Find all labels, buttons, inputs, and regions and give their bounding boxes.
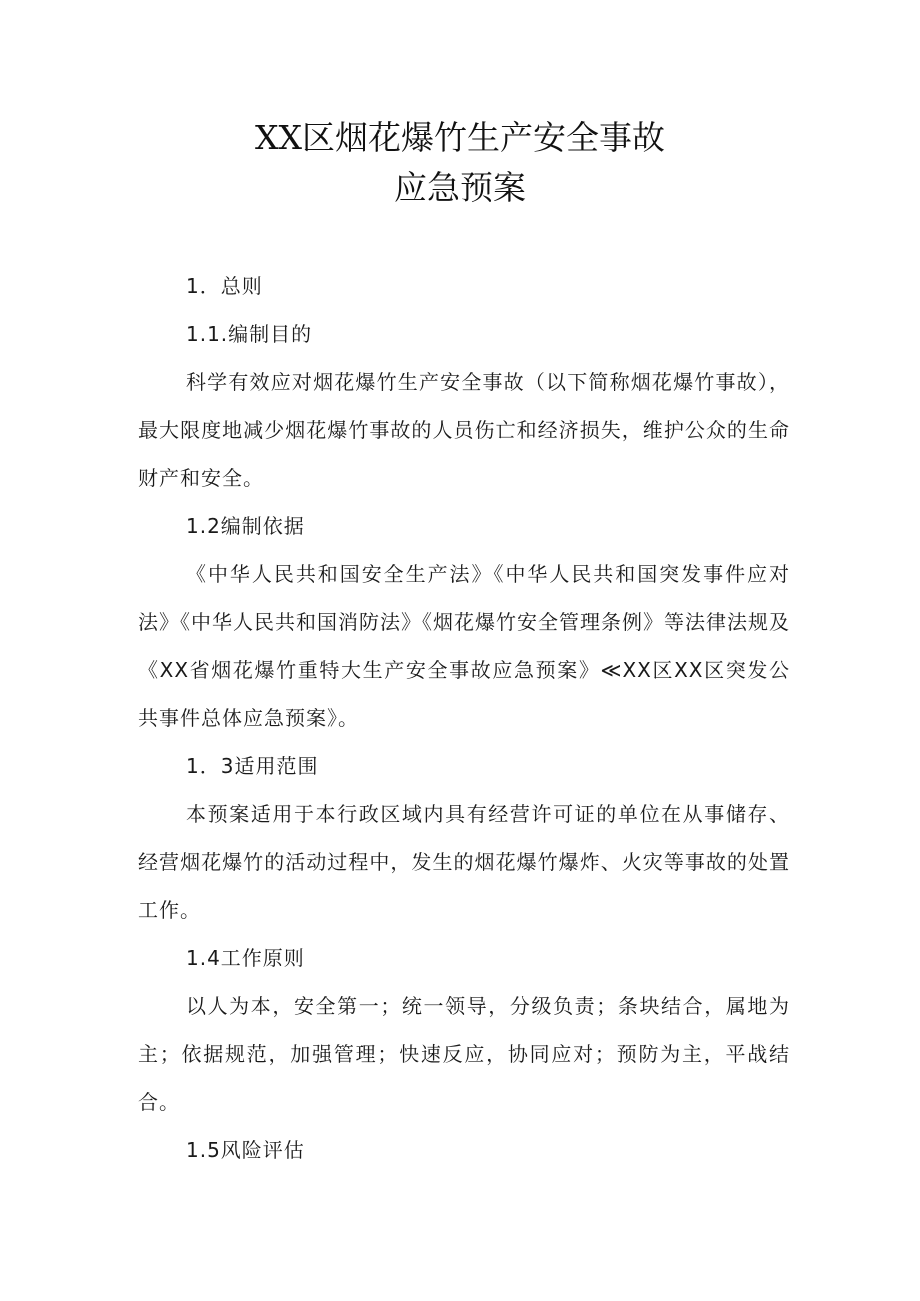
section-heading-basis: 1.2编制依据 bbox=[186, 514, 305, 538]
section-heading-scope: 1．3适用范围 bbox=[186, 754, 319, 778]
paragraph-purpose: 科学有效应对烟花爆竹生产安全事故（以下简称烟花爆竹事故），最大限度地减少烟花爆竹事故的人员伤亡和经济损失，维护公众的生命财产和安全。 bbox=[138, 370, 790, 490]
section-heading-risk-assessment: 1.5风险评估 bbox=[186, 1138, 305, 1162]
paragraph-basis: 《中华人民共和国安全生产法》《中华人民共和国突发事件应对法》《中华人民共和国消防法》《烟花爆竹安全管理条例》等法律法规及《XX省烟花爆竹重特大生产安全事故应急预案》≪XX区XX区突发公共事件总体应急预案》。 bbox=[138, 562, 790, 730]
document-title-line1: XX区烟花爆竹生产安全事故 bbox=[255, 118, 665, 157]
document-title-line2: 应急预案 bbox=[394, 168, 526, 207]
paragraph-scope: 本预案适用于本行政区域内具有经营许可证的单位在从事储存、经营烟花爆竹的活动过程中，发生的烟花爆竹爆炸、火灾等事故的处置工作。 bbox=[138, 802, 790, 922]
section-heading-general: 1．总则 bbox=[186, 274, 263, 298]
section-heading-purpose: 1.1.编制目的 bbox=[186, 322, 313, 346]
paragraph-principles: 以人为本，安全第一；统一领导，分级负责；条块结合，属地为主；依据规范，加强管理；快速反应，协同应对；预防为主，平战结合。 bbox=[138, 994, 790, 1114]
section-heading-principles: 1.4工作原则 bbox=[186, 946, 305, 970]
document-body bbox=[138, 262, 790, 1174]
